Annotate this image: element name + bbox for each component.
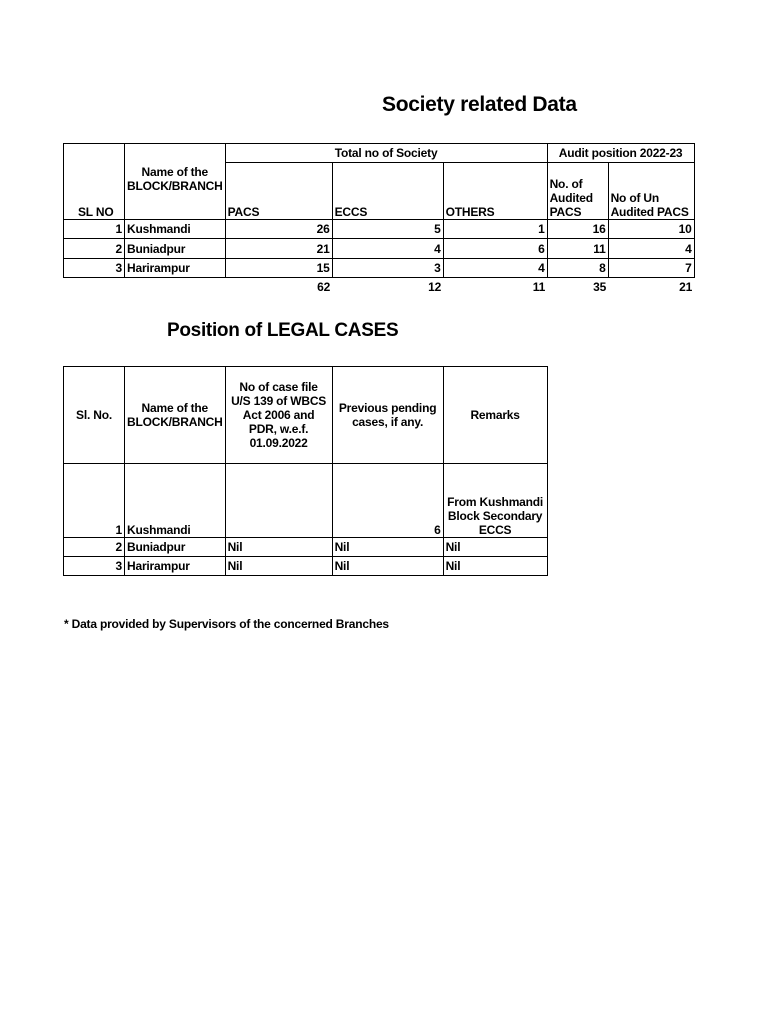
cell-others: 6 — [443, 239, 547, 259]
legal-cases-table — [63, 366, 548, 576]
cell-audited: 11 — [547, 239, 608, 259]
cell-sl: 2 — [64, 538, 125, 557]
cell-sl: 3 — [64, 259, 125, 278]
header-case-files: No of case file U/S 139 of WBCS Act 2006 and PDR, w.e.f. 01.09.2022 — [225, 367, 332, 464]
legal-cases-title: Position of LEGAL CASES — [167, 320, 399, 341]
table-row — [64, 464, 548, 538]
header-unaudited-pacs: No of Un Audited PACS — [608, 163, 694, 220]
cell-sl: 3 — [64, 557, 125, 576]
cell-pending: Nil — [332, 538, 443, 557]
cell-others: 1 — [443, 220, 547, 239]
cell-name: Kushmandi — [125, 464, 226, 538]
header-remarks: Remarks — [443, 367, 547, 464]
total-unaudited: 21 — [679, 279, 693, 294]
cell-name: Harirampur — [125, 259, 226, 278]
cell-audited: 16 — [547, 220, 608, 239]
header-previous-pending: Previous pending cases, if any. — [332, 367, 443, 464]
cell-remarks: From Kushmandi Block Secondary ECCS — [443, 464, 547, 538]
header-block-branch: Name of the BLOCK/BRANCH — [125, 367, 226, 464]
society-data-title: Society related Data — [382, 93, 577, 116]
cell-name: Buniadpur — [125, 239, 226, 259]
table-row — [64, 220, 695, 239]
table-row — [64, 259, 695, 278]
table-row — [64, 557, 548, 576]
total-audited: 35 — [593, 279, 607, 294]
cell-remarks: Nil — [443, 557, 547, 576]
cell-audited: 8 — [547, 259, 608, 278]
cell-eccs: 4 — [332, 239, 443, 259]
header-eccs: ECCS — [332, 163, 443, 220]
table-row — [64, 239, 695, 259]
cell-eccs: 5 — [332, 220, 443, 239]
cell-eccs: 3 — [332, 259, 443, 278]
header-total-society: Total no of Society — [225, 144, 547, 163]
cell-cases: Nil — [225, 557, 332, 576]
cell-pending: Nil — [332, 557, 443, 576]
cell-pacs: 21 — [225, 239, 332, 259]
header-sl-no: SL NO — [64, 144, 125, 220]
cell-pacs: 26 — [225, 220, 332, 239]
table-header-row — [64, 367, 548, 464]
cell-unaudited: 7 — [608, 259, 694, 278]
cell-unaudited: 10 — [608, 220, 694, 239]
header-audit-position: Audit position 2022-23 — [547, 144, 694, 163]
totals-row — [64, 278, 695, 296]
cell-name: Kushmandi — [125, 220, 226, 239]
header-audited-pacs: No. of Audited PACS — [547, 163, 608, 220]
cell-unaudited: 4 — [608, 239, 694, 259]
total-pacs: 62 — [317, 279, 331, 294]
header-sl-no: Sl. No. — [64, 367, 125, 464]
total-others: 11 — [532, 279, 546, 294]
header-others: OTHERS — [443, 163, 547, 220]
total-eccs: 12 — [428, 279, 442, 294]
header-block-branch: Name of the BLOCK/BRANCH — [125, 144, 226, 220]
cell-sl: 2 — [64, 239, 125, 259]
table-row — [64, 538, 548, 557]
cell-name: Harirampur — [125, 557, 226, 576]
cell-cases: Nil — [225, 538, 332, 557]
cell-sl: 1 — [64, 464, 125, 538]
cell-others: 4 — [443, 259, 547, 278]
footnote: * Data provided by Supervisors of the concerned Branches — [64, 617, 389, 631]
cell-name: Buniadpur — [125, 538, 226, 557]
table-header-row — [64, 144, 695, 163]
cell-cases — [225, 464, 332, 538]
cell-sl: 1 — [64, 220, 125, 239]
society-data-table — [63, 143, 695, 296]
header-pacs: PACS — [225, 163, 332, 220]
cell-pending: 6 — [332, 464, 443, 538]
cell-pacs: 15 — [225, 259, 332, 278]
cell-remarks: Nil — [443, 538, 547, 557]
